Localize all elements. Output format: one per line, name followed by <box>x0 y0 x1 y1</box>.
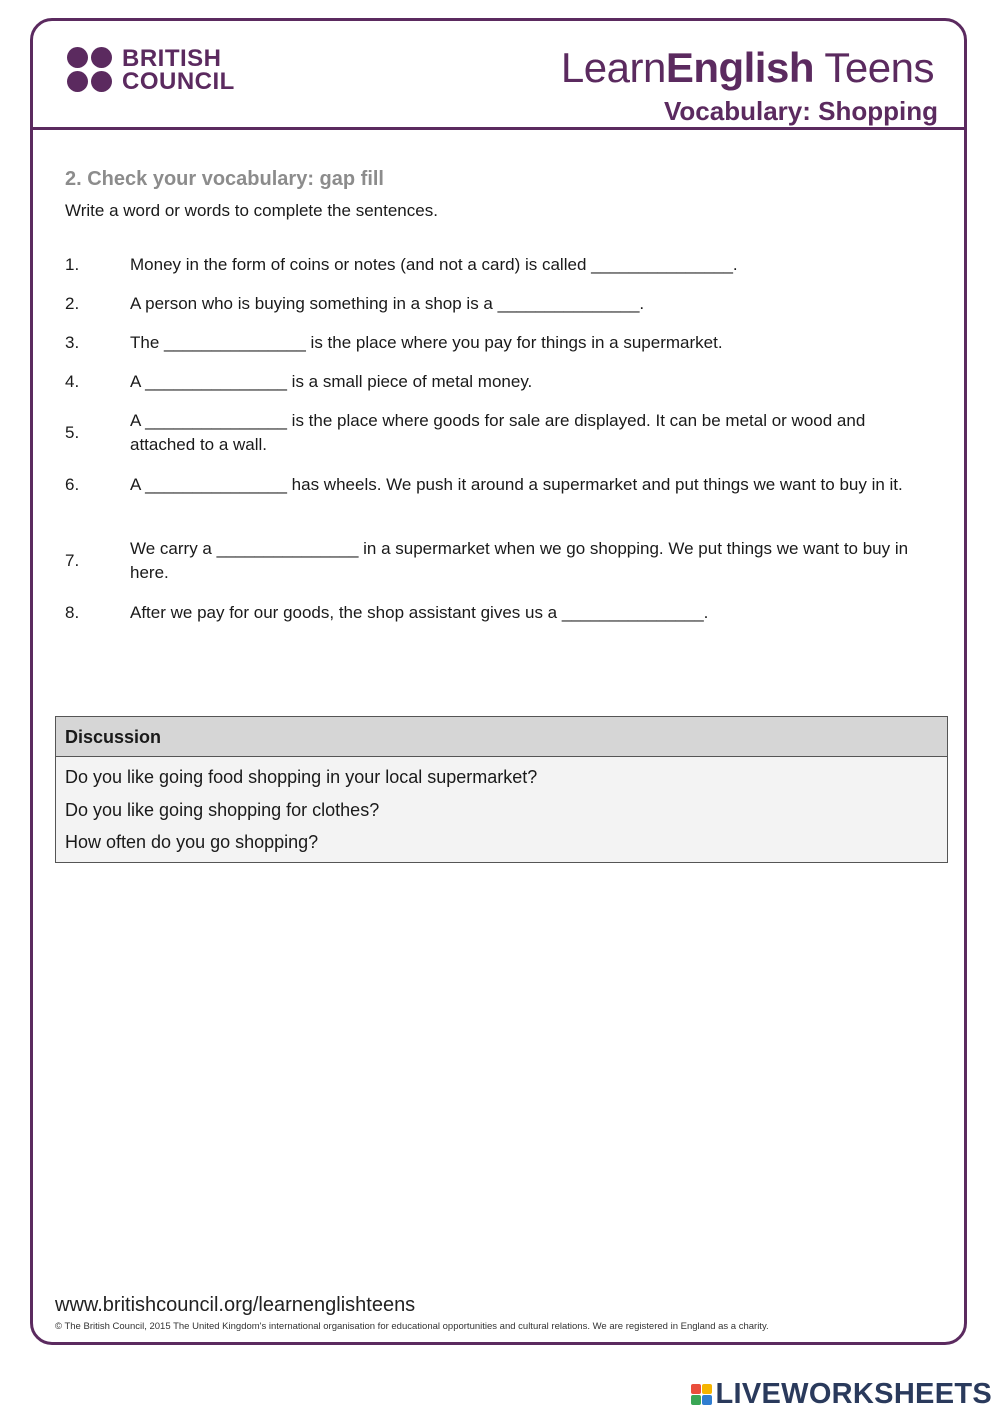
discussion-body <box>56 757 947 871</box>
logo-teens: Teens <box>814 44 934 91</box>
question-number: 4. <box>65 372 80 391</box>
british-council-dots-icon <box>67 47 113 93</box>
discussion-title: Discussion <box>56 717 947 757</box>
discussion-table <box>55 716 948 863</box>
question-text: The _______________ is the place where you pay for things in a supermarket. <box>130 333 723 352</box>
discussion-question: Do you like going shopping for clothes? <box>65 799 380 820</box>
question-number: 6. <box>65 475 80 494</box>
question-5 <box>65 409 935 457</box>
discussion-question: How often do you go shopping? <box>65 832 319 852</box>
footer-url: www.britishcouncil.org/learnenglishteens <box>55 1294 416 1316</box>
question-number: 8. <box>65 603 80 622</box>
question-text: A person who is buying something in a shop is a _______________. <box>130 294 645 313</box>
logo-learn: Learn <box>560 44 666 91</box>
learnenglish-teens-logo <box>561 44 934 92</box>
question-3 <box>65 331 935 355</box>
question-number: 3. <box>65 333 80 352</box>
logo-english: English <box>665 44 814 91</box>
question-text: We carry a _______________ in a supermarket when we go shopping. We put things we want to buy in here. <box>130 539 909 582</box>
question-text: A _______________ is the place where goods for sale are displayed. It can be metal or wood and attached to a wall. <box>130 411 866 454</box>
brand-line2: COUNCIL <box>122 68 235 95</box>
liveworksheets-icon <box>691 1384 713 1406</box>
question-7 <box>65 537 935 585</box>
question-number: 5. <box>65 423 80 442</box>
liveworksheets-text: LIVEWORKSHEETS <box>715 1378 992 1410</box>
question-text: A _______________ is a small piece of metal money. <box>130 372 533 391</box>
brand-line1: BRITISH <box>122 45 222 72</box>
question-text: A _______________ has wheels. We push it around a supermarket and put things we want to buy in it. <box>130 475 903 494</box>
question-number: 7. <box>65 551 80 570</box>
header-divider <box>30 127 967 130</box>
question-2 <box>65 292 935 316</box>
question-text: After we pay for our goods, the shop assistant gives us a _______________. <box>130 603 709 622</box>
question-1 <box>65 253 935 277</box>
page-title: Vocabulary: Shopping <box>664 96 938 126</box>
footer-copyright: © The British Council, 2015 The United Kingdom's international organisation for educational opportunities and cultural relations. We are registered in England as a charity. <box>55 1321 769 1332</box>
question-text: Money in the form of coins or notes (and not a card) is called _______________. <box>130 255 738 274</box>
instruction: Write a word or words to complete the sentences. <box>65 201 438 220</box>
question-number: 1. <box>65 255 80 274</box>
question-6 <box>65 473 935 497</box>
discussion-question: Do you like going food shopping in your local supermarket? <box>65 767 538 787</box>
british-council-logo <box>67 47 235 93</box>
section-heading: 2. Check your vocabulary: gap fill <box>65 168 384 190</box>
question-8 <box>65 601 935 625</box>
question-4 <box>65 370 935 394</box>
british-council-wordmark <box>122 47 235 93</box>
question-number: 2. <box>65 294 80 313</box>
liveworksheets-watermark <box>691 1378 993 1411</box>
